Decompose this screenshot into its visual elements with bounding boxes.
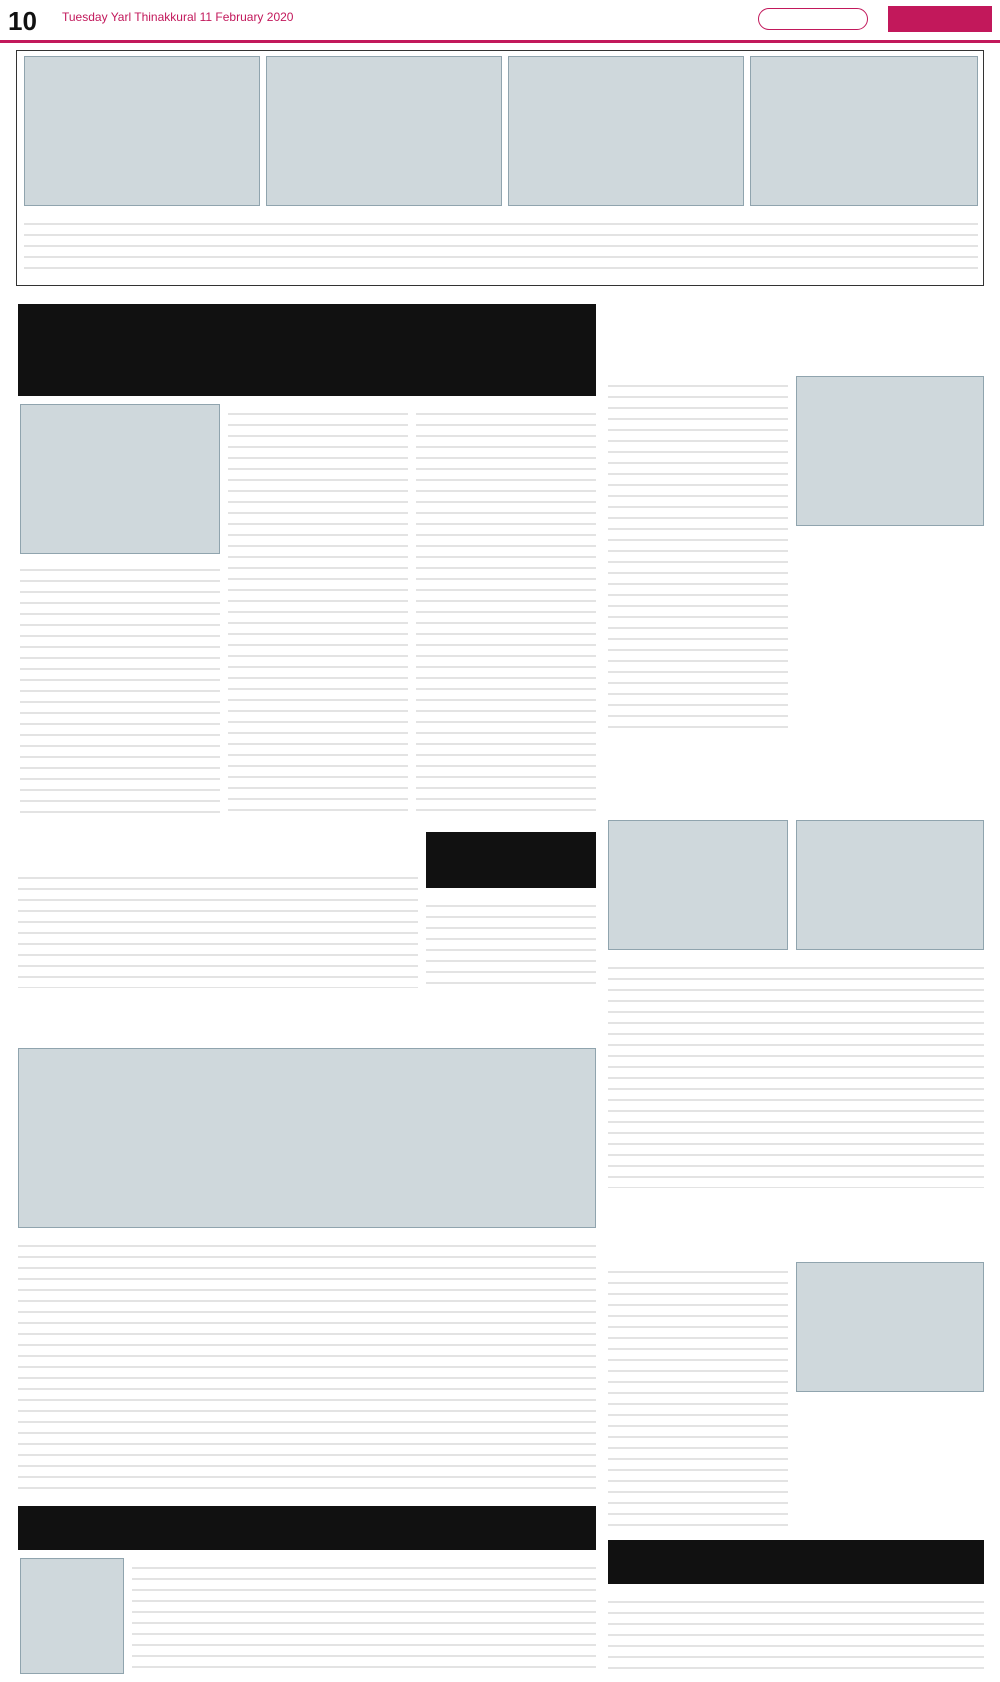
photo-3	[508, 56, 744, 206]
photo-2	[266, 56, 502, 206]
temple-col	[608, 376, 788, 736]
article-1-col-2	[228, 404, 408, 820]
headline-competition	[608, 1540, 984, 1584]
festival-cols	[608, 958, 984, 1188]
article-1-col-3	[416, 404, 596, 820]
date-line: Tuesday Yarl Thinakkural 11 February 2020	[62, 10, 294, 24]
header-rule	[0, 40, 1000, 43]
vavuniya-photo	[20, 1558, 124, 1674]
festival-photo-1	[608, 820, 788, 950]
headline-temple	[608, 304, 984, 368]
sports-cols	[18, 868, 418, 988]
temple-photo	[796, 376, 984, 526]
masthead-logo	[888, 6, 992, 32]
headline-education	[608, 1196, 984, 1256]
page-number: 10	[8, 6, 37, 36]
photo-1	[24, 56, 260, 206]
bharathi-photo	[18, 1048, 596, 1228]
award-photo	[20, 404, 220, 554]
headline-bharathi	[18, 1000, 596, 1040]
headline-festival	[608, 744, 984, 814]
festival-photo-2	[796, 820, 984, 950]
vavuniya-cols	[132, 1558, 596, 1674]
headline-utsavam	[426, 832, 596, 888]
headline-main	[18, 304, 596, 396]
headline-sports	[18, 832, 418, 862]
competition-cols	[608, 1592, 984, 1674]
photo-caption	[24, 214, 978, 278]
bharathi-cols	[18, 1236, 596, 1496]
section-tag	[758, 8, 868, 30]
education-col	[608, 1262, 788, 1532]
headline-vavuniya	[18, 1506, 596, 1550]
education-photo	[796, 1262, 984, 1392]
photo-4	[750, 56, 978, 206]
article-1-col-1	[20, 560, 220, 820]
utsavam-col	[426, 896, 596, 988]
